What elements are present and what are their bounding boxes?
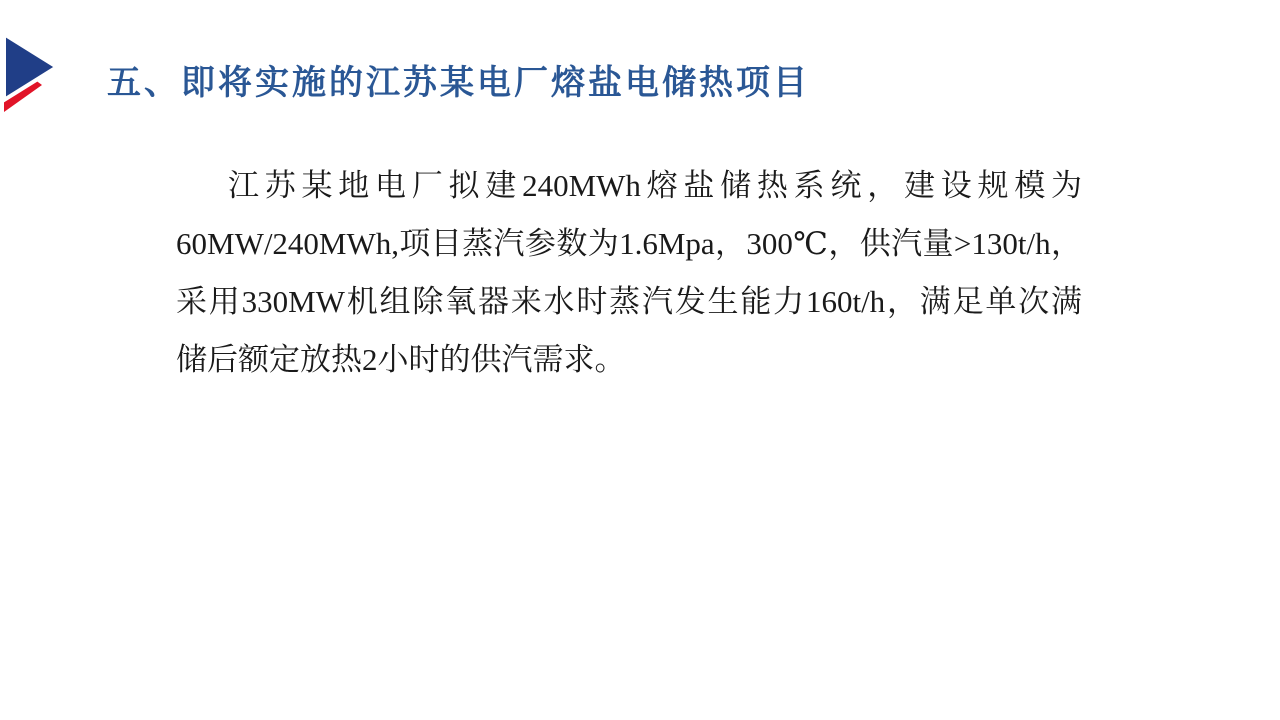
body-paragraph <box>176 157 1082 389</box>
body-text-line: 储后额定放热2小时的供汽需求。 <box>176 342 626 377</box>
body-text-line: 江苏某地电厂拟建240MWh熔盐储热系统，建设规模为 <box>228 168 1082 203</box>
slide-accent-arrows-icon <box>4 30 64 116</box>
body-text-line: 采用330MW机组除氧器来水时蒸汽发生能力160t/h，满足单次满 <box>176 284 1082 319</box>
slide-title: 五、即将实施的江苏某电厂熔盐电储热项目 <box>107 65 810 102</box>
body-text-line: 60MW/240MWh,项目蒸汽参数为1.6Mpa，300℃，供汽量>130t/h， <box>176 226 1082 261</box>
